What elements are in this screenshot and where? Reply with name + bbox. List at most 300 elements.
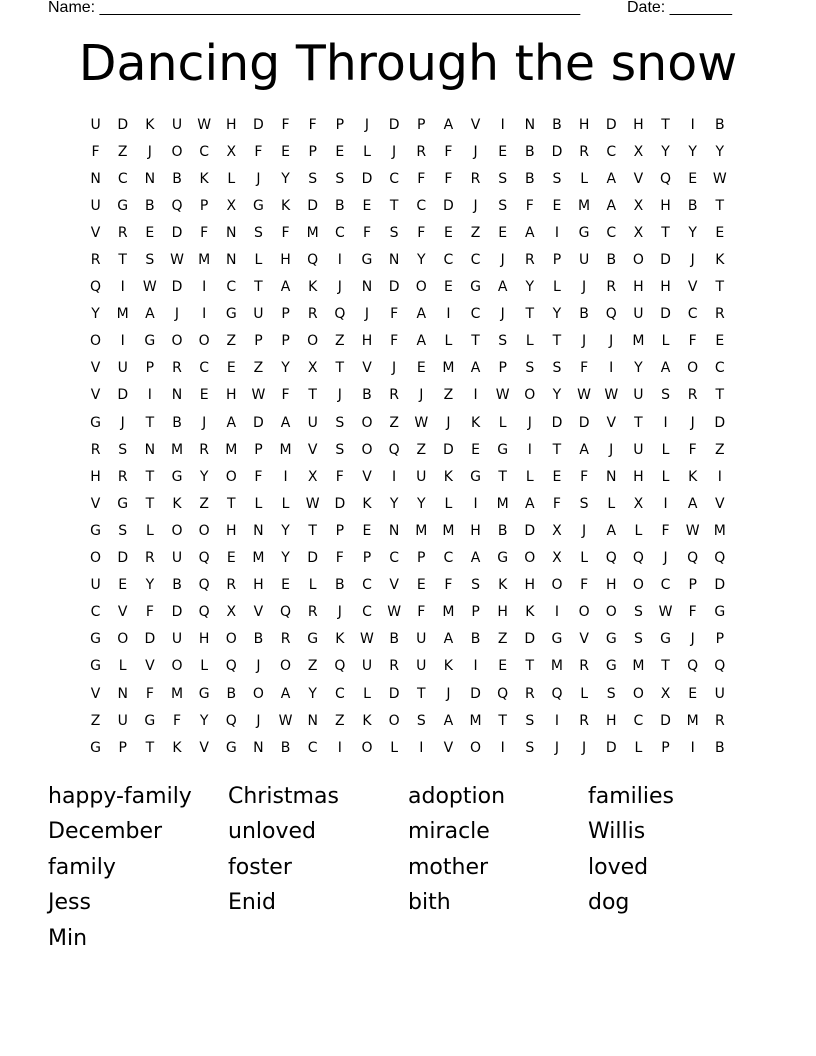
- grid-letter: U: [416, 468, 427, 485]
- grid-letter: T: [552, 441, 562, 458]
- grid-letter: C: [362, 577, 372, 594]
- grid-letter: J: [419, 387, 424, 404]
- grid-letter: M: [632, 658, 645, 675]
- grid-letter: G: [307, 631, 319, 648]
- grid-letter: Y: [416, 495, 426, 512]
- grid-letter: Z: [199, 495, 209, 512]
- grid-letter: I: [419, 739, 424, 756]
- grid-letter: D: [660, 712, 671, 729]
- grid-letter: A: [280, 685, 291, 702]
- grid-letter: I: [120, 279, 125, 296]
- grid-letter: I: [283, 468, 288, 485]
- grid-letter: D: [660, 252, 671, 269]
- grid-letter: E: [443, 279, 453, 296]
- grid-letter: O: [171, 333, 183, 350]
- grid-letter: Y: [281, 522, 290, 539]
- grid-letter: A: [606, 170, 617, 187]
- grid-letter: V: [145, 658, 155, 675]
- grid-letter: O: [252, 685, 264, 702]
- grid-letter: Q: [198, 604, 210, 621]
- grid-letter: R: [389, 387, 399, 404]
- grid-letter: F: [444, 170, 453, 187]
- grid-letter: W: [685, 522, 700, 539]
- grid-letter: F: [417, 170, 426, 187]
- grid-row: [82, 436, 734, 463]
- grid-letter: L: [661, 468, 670, 485]
- grid-letter: E: [443, 224, 453, 241]
- grid-letter: Y: [634, 360, 643, 377]
- grid-letter: Q: [307, 252, 319, 269]
- grid-letter: Q: [334, 658, 346, 675]
- grid-letter: W: [170, 252, 184, 269]
- grid-letter: P: [335, 522, 345, 539]
- grid-row: [82, 463, 734, 490]
- grid-letter: H: [605, 712, 617, 729]
- grid-letter: O: [198, 522, 210, 539]
- grid-letter: R: [606, 279, 617, 296]
- grid-letter: J: [582, 333, 587, 350]
- grid-row: [82, 274, 734, 301]
- grid-letter: S: [498, 333, 508, 350]
- grid-letter: P: [715, 631, 725, 648]
- grid-letter: T: [145, 495, 155, 512]
- grid-letter: D: [117, 116, 129, 133]
- grid-letter: E: [281, 143, 290, 160]
- name-field: [48, 0, 580, 16]
- grid-letter: F: [552, 495, 561, 512]
- word-bank-item: loved: [588, 854, 649, 880]
- grid-letter: L: [145, 522, 154, 539]
- grid-letter: S: [606, 685, 616, 702]
- grid-letter: O: [171, 143, 183, 160]
- grid-letter: C: [443, 252, 454, 269]
- grid-letter: U: [714, 685, 725, 702]
- grid-letter: T: [308, 522, 317, 539]
- grid-letter: P: [254, 333, 263, 350]
- word-bank-item: unloved: [228, 819, 316, 845]
- grid-letter: T: [145, 739, 155, 756]
- grid-letter: C: [606, 224, 617, 241]
- grid-letter: M: [306, 224, 319, 241]
- grid-letter: V: [199, 739, 209, 756]
- grid-letter: Z: [443, 387, 454, 404]
- grid-letter: C: [226, 279, 237, 296]
- grid-letter: T: [226, 495, 236, 512]
- grid-letter: C: [660, 577, 671, 594]
- grid-letter: A: [443, 631, 454, 648]
- grid-letter: G: [90, 414, 101, 431]
- grid-letter: S: [661, 387, 670, 404]
- grid-letter: X: [552, 550, 562, 567]
- grid-letter: M: [442, 604, 455, 621]
- word-bank-item: happy-family: [48, 783, 192, 809]
- grid-letter: C: [334, 685, 345, 702]
- grid-letter: G: [714, 604, 726, 621]
- grid-letter: B: [497, 522, 508, 539]
- grid-letter: D: [714, 577, 726, 594]
- grid-letter: A: [687, 495, 698, 512]
- grid-letter: D: [714, 414, 726, 431]
- grid-letter: O: [307, 333, 319, 350]
- grid-letter: M: [198, 252, 211, 269]
- grid-letter: A: [145, 306, 155, 323]
- grid-letter: V: [715, 495, 725, 512]
- grid-letter: L: [390, 739, 399, 756]
- grid-letter: A: [443, 116, 454, 133]
- grid-letter: V: [633, 170, 644, 187]
- grid-letter: Y: [91, 306, 100, 323]
- grid-letter: S: [579, 495, 589, 512]
- grid-letter: J: [120, 414, 125, 431]
- grid-letter: Z: [497, 631, 508, 648]
- grid-letter: V: [470, 116, 481, 133]
- grid-letter: W: [577, 387, 592, 404]
- grid-letter: F: [254, 143, 263, 160]
- grid-letter: B: [687, 197, 698, 214]
- grid-letter: N: [524, 116, 536, 133]
- grid-letter: U: [117, 360, 128, 377]
- grid-letter: D: [470, 685, 481, 702]
- grid-letter: L: [634, 522, 643, 539]
- grid-letter: U: [171, 116, 183, 133]
- grid-letter: O: [361, 414, 373, 431]
- grid-letter: R: [524, 252, 535, 269]
- grid-letter: I: [337, 739, 342, 756]
- grid-letter: Y: [308, 685, 317, 702]
- grid-letter: R: [524, 685, 535, 702]
- grid-row: [82, 192, 734, 219]
- grid-letter: E: [335, 143, 345, 160]
- grid-letter: G: [361, 252, 373, 269]
- grid-letter: U: [633, 387, 644, 404]
- grid-row: [82, 572, 734, 599]
- grid-letter: X: [226, 604, 237, 621]
- grid-letter: P: [688, 577, 697, 594]
- grid-letter: T: [715, 197, 725, 214]
- grid-letter: G: [144, 333, 156, 350]
- grid-letter: O: [171, 522, 183, 539]
- grid-letter: Z: [389, 414, 399, 431]
- grid-letter: P: [335, 116, 345, 133]
- grid-letter: F: [417, 604, 426, 621]
- grid-letter: N: [388, 522, 400, 539]
- grid-letter: R: [307, 604, 318, 621]
- grid-letter: P: [552, 252, 562, 269]
- grid-letter: C: [199, 143, 210, 160]
- grid-letter: E: [552, 197, 562, 214]
- grid-letter: D: [253, 116, 264, 133]
- grid-letter: L: [525, 468, 534, 485]
- grid-letter: Z: [335, 333, 345, 350]
- grid-letter: F: [281, 116, 290, 133]
- grid-letter: F: [444, 143, 453, 160]
- grid-letter: A: [606, 522, 617, 539]
- grid-letter: E: [416, 360, 426, 377]
- grid-letter: L: [118, 658, 127, 675]
- grid-letter: J: [527, 414, 532, 431]
- grid-letter: H: [605, 577, 617, 594]
- grid-letter: B: [715, 739, 725, 756]
- grid-letter: I: [663, 495, 668, 512]
- grid-letter: I: [392, 468, 397, 485]
- grid-letter: A: [470, 550, 481, 567]
- grid-letter: D: [578, 414, 590, 431]
- grid-letter: F: [661, 522, 670, 539]
- grid-letter: M: [632, 333, 645, 350]
- grid-letter: Z: [226, 333, 237, 350]
- word-bank-row: [48, 815, 768, 851]
- grid-letter: R: [687, 387, 698, 404]
- grid-letter: H: [90, 468, 101, 485]
- grid-letter: G: [605, 658, 617, 675]
- grid-letter: L: [227, 170, 236, 187]
- grid-letter: X: [226, 143, 237, 160]
- grid-letter: Y: [525, 279, 535, 296]
- grid-letter: G: [497, 550, 509, 567]
- grid-letter: M: [225, 441, 238, 458]
- grid-letter: U: [253, 306, 264, 323]
- grid-letter: F: [390, 333, 399, 350]
- grid-letter: M: [252, 550, 265, 567]
- grid-letter: K: [280, 197, 291, 214]
- grid-letter: V: [389, 577, 399, 594]
- date-label: Date:: [627, 0, 670, 16]
- grid-letter: R: [144, 550, 155, 567]
- grid-letter: W: [414, 414, 429, 431]
- grid-letter: H: [226, 387, 237, 404]
- grid-letter: Z: [715, 441, 725, 458]
- grid-letter: W: [360, 631, 374, 648]
- word-bank-row: [48, 921, 768, 957]
- grid-letter: I: [663, 414, 668, 431]
- grid-letter: J: [582, 522, 587, 539]
- grid-letter: X: [633, 224, 644, 241]
- word-bank-item: families: [588, 783, 674, 809]
- grid-letter: P: [362, 550, 372, 567]
- grid-letter: R: [90, 441, 101, 458]
- grid-letter: S: [253, 224, 263, 241]
- grid-letter: D: [388, 116, 400, 133]
- word-bank-item: Jess: [48, 890, 91, 916]
- grid-letter: C: [470, 252, 481, 269]
- grid-letter: L: [254, 495, 263, 512]
- grid-letter: C: [199, 360, 210, 377]
- grid-letter: S: [552, 170, 562, 187]
- grid-letter: P: [281, 333, 290, 350]
- grid-letter: R: [579, 658, 589, 675]
- grid-letter: Y: [199, 712, 209, 729]
- grid-letter: B: [253, 631, 264, 648]
- grid-letter: U: [117, 712, 128, 729]
- grid-letter: K: [362, 712, 372, 729]
- word-bank-item: foster: [228, 854, 292, 880]
- grid-letter: W: [387, 604, 402, 621]
- grid-letter: Y: [281, 550, 290, 567]
- grid-letter: B: [525, 143, 535, 160]
- grid-letter: H: [497, 604, 508, 621]
- grid-letter: H: [226, 522, 237, 539]
- grid-letter: C: [470, 306, 481, 323]
- grid-row: [82, 138, 734, 165]
- grid-letter: D: [551, 143, 563, 160]
- grid-letter: E: [498, 658, 508, 675]
- grid-letter: Z: [253, 360, 264, 377]
- grid-letter: J: [337, 279, 342, 296]
- grid-letter: M: [442, 522, 455, 539]
- word-bank-row: [48, 850, 768, 886]
- grid-letter: F: [145, 685, 154, 702]
- grid-letter: F: [335, 468, 344, 485]
- grid-letter: H: [280, 252, 291, 269]
- grid-letter: K: [145, 116, 155, 133]
- grid-letter: P: [254, 441, 263, 458]
- grid-letter: O: [361, 739, 373, 756]
- grid-letter: B: [715, 116, 725, 133]
- grid-letter: M: [170, 441, 184, 458]
- grid-letter: I: [446, 306, 451, 323]
- grid-letter: T: [715, 279, 725, 296]
- grid-letter: H: [578, 116, 590, 133]
- grid-letter: W: [197, 116, 212, 133]
- word-bank-item: Christmas: [228, 783, 339, 809]
- grid-letter: F: [417, 224, 426, 241]
- grid-letter: L: [525, 333, 534, 350]
- grid-letter: V: [687, 279, 698, 296]
- grid-letter: D: [117, 387, 129, 404]
- grid-letter: R: [117, 224, 128, 241]
- grid-letter: S: [525, 739, 535, 756]
- grid-letter: K: [443, 658, 453, 675]
- grid-letter: S: [335, 170, 345, 187]
- grid-letter: I: [717, 468, 722, 485]
- grid-letter: K: [172, 739, 182, 756]
- grid-letter: F: [308, 116, 317, 133]
- grid-letter: T: [661, 224, 670, 241]
- grid-letter: I: [690, 116, 695, 133]
- grid-letter: F: [580, 360, 589, 377]
- grid-letter: M: [550, 658, 563, 675]
- grid-letter: E: [226, 550, 236, 567]
- grid-letter: Y: [145, 577, 155, 594]
- grid-letter: F: [580, 577, 589, 594]
- grid-letter: Q: [280, 604, 292, 621]
- grid-letter: B: [525, 170, 535, 187]
- grid-letter: I: [527, 441, 532, 458]
- grid-letter: H: [361, 333, 373, 350]
- grid-letter: S: [145, 252, 155, 269]
- grid-letter: O: [470, 739, 482, 756]
- grid-letter: H: [226, 116, 237, 133]
- grid-letter: F: [444, 577, 453, 594]
- grid-letter: T: [389, 197, 399, 214]
- grid-letter: J: [690, 252, 695, 269]
- grid-letter: A: [280, 279, 291, 296]
- grid-letter: O: [198, 333, 210, 350]
- word-bank-item: adoption: [408, 783, 506, 809]
- grid-letter: J: [392, 360, 397, 377]
- grid-letter: S: [552, 360, 562, 377]
- grid-letter: J: [202, 414, 207, 431]
- grid-letter: Q: [225, 712, 237, 729]
- grid-letter: O: [632, 685, 644, 702]
- grid-letter: H: [470, 522, 481, 539]
- date-field: [627, 0, 732, 16]
- grid-letter: K: [470, 414, 481, 431]
- grid-letter: G: [470, 279, 481, 296]
- grid-letter: O: [524, 387, 536, 404]
- grid-letter: Q: [225, 658, 237, 675]
- grid-letter: U: [361, 658, 373, 675]
- grid-letter: I: [609, 360, 614, 377]
- grid-letter: S: [389, 224, 399, 241]
- grid-letter: Y: [552, 387, 562, 404]
- grid-letter: E: [552, 468, 562, 485]
- grid-letter: Z: [470, 224, 481, 241]
- grid-letter: E: [715, 224, 725, 241]
- grid-letter: E: [471, 441, 480, 458]
- grid-letter: O: [117, 631, 129, 648]
- grid-letter: N: [171, 387, 183, 404]
- grid-letter: F: [390, 306, 399, 323]
- grid-letter: K: [443, 468, 453, 485]
- grid-letter: X: [633, 495, 644, 512]
- grid-letter: J: [446, 414, 451, 431]
- grid-letter: S: [308, 170, 318, 187]
- grid-letter: N: [388, 252, 400, 269]
- grid-row: [82, 382, 734, 409]
- grid-letter: Y: [688, 224, 697, 241]
- grid-letter: Z: [335, 712, 345, 729]
- grid-letter: J: [337, 604, 342, 621]
- grid-letter: O: [225, 631, 237, 648]
- grid-letter: G: [252, 197, 264, 214]
- grid-row: [82, 355, 734, 382]
- grid-letter: R: [117, 468, 128, 485]
- grid-letter: J: [582, 739, 587, 756]
- grid-letter: B: [335, 577, 345, 594]
- grid-letter: L: [363, 143, 371, 160]
- grid-letter: U: [90, 577, 101, 594]
- grid-row: [82, 680, 734, 707]
- grid-letter: C: [714, 360, 725, 377]
- grid-letter: N: [226, 252, 237, 269]
- grid-letter: R: [389, 658, 399, 675]
- grid-letter: Q: [198, 550, 210, 567]
- grid-letter: G: [144, 712, 156, 729]
- grid-letter: A: [660, 360, 671, 377]
- grid-letter: H: [660, 197, 671, 214]
- grid-letter: X: [307, 360, 318, 377]
- grid-letter: I: [473, 495, 478, 512]
- grid-letter: C: [416, 197, 427, 214]
- grid-letter: D: [388, 279, 400, 296]
- grid-letter: E: [145, 224, 155, 241]
- grid-letter: V: [362, 360, 372, 377]
- grid-letter: B: [470, 631, 481, 648]
- grid-letter: Q: [687, 550, 699, 567]
- grid-letter: I: [473, 658, 478, 675]
- grid-letter: T: [715, 387, 725, 404]
- grid-letter: O: [280, 658, 292, 675]
- grid-letter: F: [91, 143, 100, 160]
- grid-letter: K: [335, 631, 345, 648]
- grid-letter: Z: [307, 658, 318, 675]
- grid-row: [82, 517, 734, 544]
- grid-letter: Y: [281, 170, 290, 187]
- grid-letter: J: [446, 685, 451, 702]
- grid-letter: N: [253, 739, 264, 756]
- grid-letter: J: [473, 197, 478, 214]
